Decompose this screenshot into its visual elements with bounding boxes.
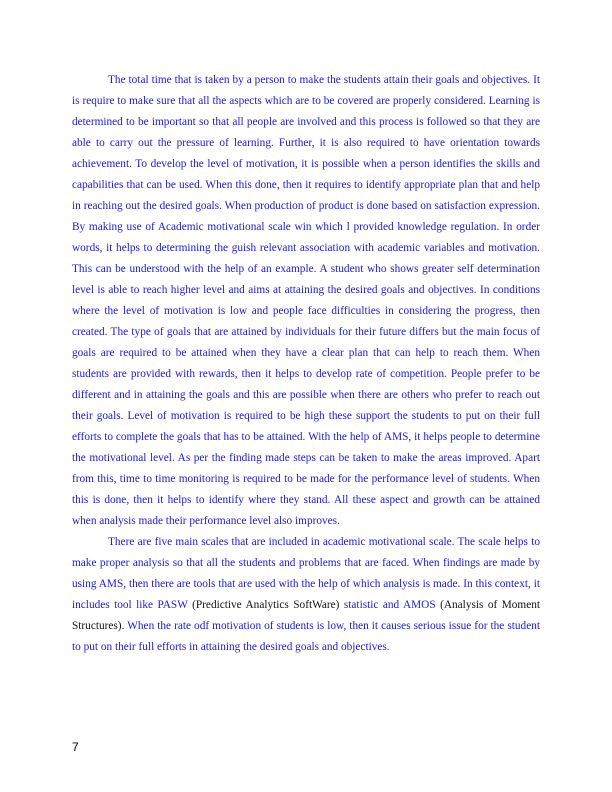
paragraph-1: The total time that is taken by a person to make the students attain their goals and objectives. It is require to make sure that all the aspects which are to be covered are properly considered. Learning is determined to be important so that all people are involved and this process is followed so that they are able to carry out the pressure of learning. Further, it is also required to have orientation towards achievement. To develop the level of motivation, it is possible when a person identifies the skills and capabilities that can be used. When this done, then it requires to identify appropriate plan that and help in reaching out the desired goals. When production of product is done based on satisfaction expression. By making use of Academic motivational scale win which l provided knowledge regulation. In order words, it helps to determining the guish relevant association with academic variables and motivation. This can be understood with the help of an example. A student who shows greater self determination level is able to reach higher level and aims at attaining the desired goals and objectives. In conditions where the level of motivation is low and people face difficulties in considering the progress, then created. The type of goals that are attained by individuals for their future differs but the main focus of goals are required to be attained when they have a clear plan that can help to reach them. When students are provided with rewards, then it helps to develop rate of competition. People prefer to be different and in attaining the goals and this are possible when there are others who prefer to reach out their goals. Level of motivation is required to be high these support the students to put on their full efforts to complete the goals that has to be attained. With the help of AMS, it helps people to determine the motivational level. As per the finding made steps can be taken to make the areas improved. Apart from this, time to time monitoring is required to be made for the performance level of students. When this is done, then it helps to identify where they stand. All these aspect and growth can be attained when analysis made their performance level also improves. bbox=[72, 74, 540, 527]
pasw-expansion: (Predictive Analytics SoftWare) bbox=[192, 599, 340, 611]
paragraph-2-part-5: When the rate odf motivation of students is low, then it causes serious issue for the student to put on their full efforts in attaining the desired goals and objectives. bbox=[72, 620, 540, 653]
paragraph-2-part-1: There are five main scales that are included in academic motivational scale. The scale helps to make proper analysis so that all the students and problems that are faced. When findings are made by using AMS, then there are tools that are used with the help of which analysis is made. In this context, it includes tool like PASW bbox=[72, 536, 540, 611]
body-text bbox=[72, 70, 540, 658]
page-number: 7 bbox=[72, 740, 79, 754]
paragraph-2-part-3: statistic and AMOS bbox=[339, 599, 441, 611]
paragraph-2 bbox=[72, 532, 540, 658]
amos-expansion: (Analysis of Moment Structures). bbox=[72, 599, 540, 632]
